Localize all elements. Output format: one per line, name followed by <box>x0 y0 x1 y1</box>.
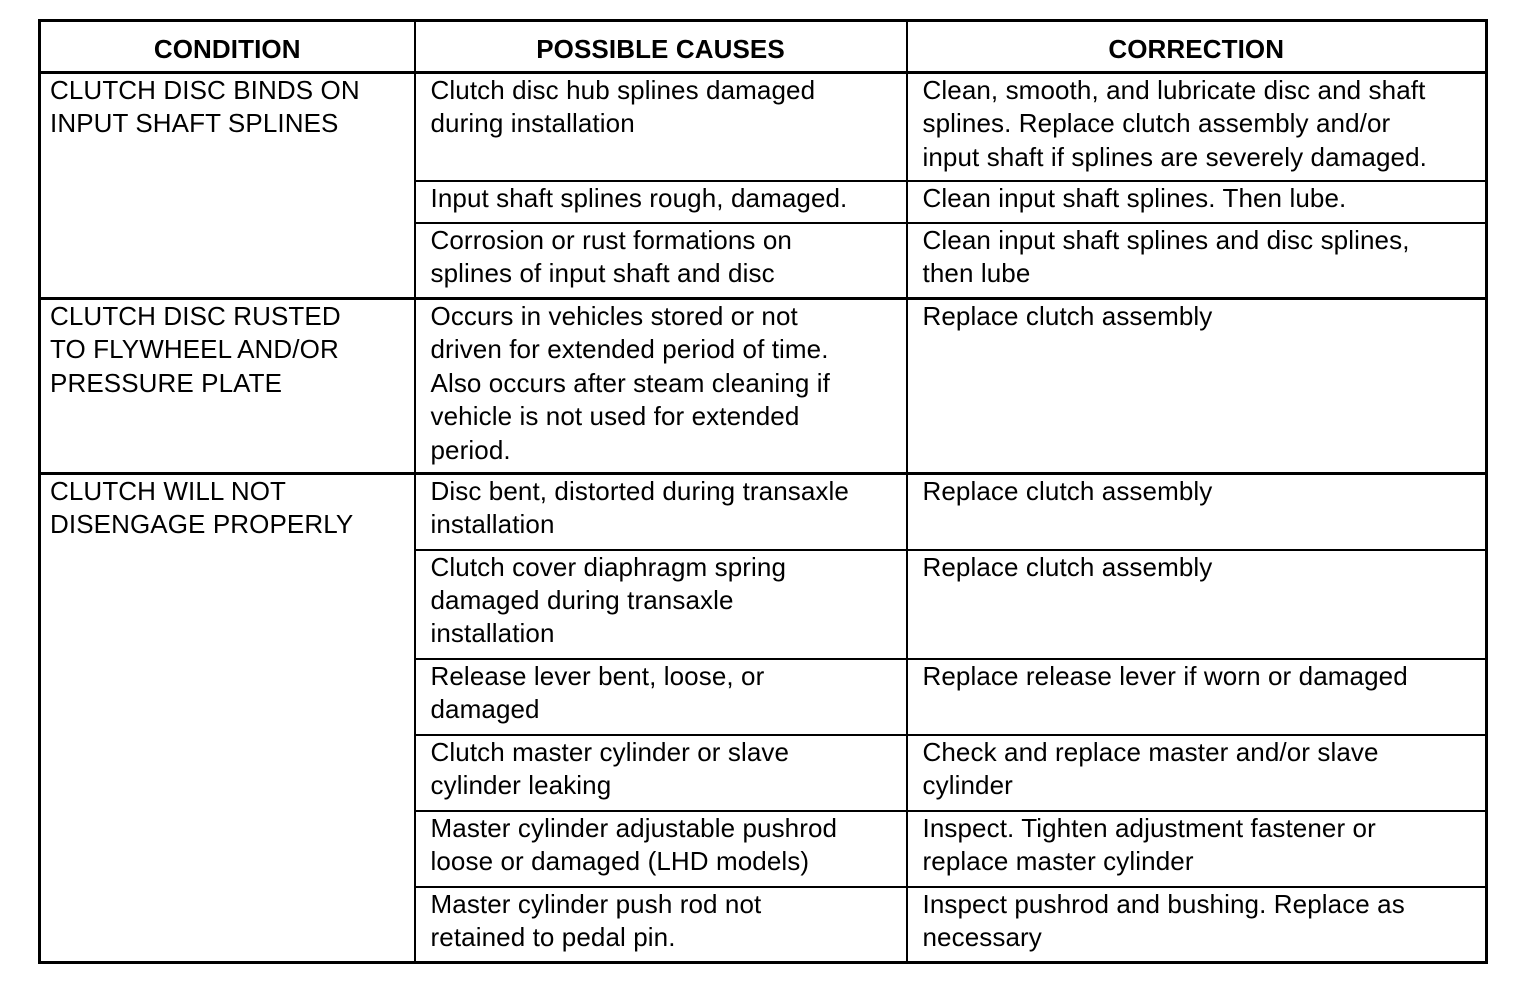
correction-line: Replace clutch assembly <box>922 476 1213 506</box>
condition-cell <box>40 73 415 299</box>
cause-cell <box>415 887 907 963</box>
table-row <box>40 299 1487 474</box>
cause-line: Clutch disc hub splines damaged <box>430 75 816 105</box>
correction-cell <box>907 299 1487 474</box>
header-possible-causes: POSSIBLE CAUSES <box>415 21 907 73</box>
correction-cell <box>907 474 1487 550</box>
condition-line: DISENGAGE PROPERLY <box>50 509 354 540</box>
correction-line: cylinder <box>922 769 1013 800</box>
cause-cell <box>415 223 907 299</box>
header-correction: CORRECTION <box>907 21 1487 73</box>
cause-line: Clutch master cylinder or slave <box>430 736 790 767</box>
cause-cell <box>415 659 907 735</box>
cause-cell <box>415 181 907 223</box>
cause-line: installation <box>430 509 555 540</box>
cause-line: damaged <box>430 693 540 724</box>
cause-cell <box>415 73 907 181</box>
correction-line: Clean, smooth, and lubricate disc and shaft <box>922 75 1426 105</box>
cause-cell <box>415 811 907 887</box>
correction-line: Check and replace master and/or slave <box>922 736 1379 767</box>
cause-line: period. <box>430 434 511 465</box>
cause-line: retained to pedal pin. <box>430 921 676 952</box>
correction-cell <box>907 223 1487 299</box>
table-row <box>40 73 1487 181</box>
condition-line: CLUTCH DISC BINDS ON <box>50 75 360 105</box>
condition-line: INPUT SHAFT SPLINES <box>50 108 339 139</box>
cause-cell <box>415 550 907 659</box>
cause-line: loose or damaged (LHD models) <box>430 845 810 876</box>
cause-cell <box>415 474 907 550</box>
condition-line: TO FLYWHEEL AND/OR <box>50 334 339 365</box>
cause-line: Master cylinder adjustable pushrod <box>430 812 838 843</box>
condition-line: PRESSURE PLATE <box>50 367 283 398</box>
correction-cell <box>907 181 1487 223</box>
cause-line: during installation <box>430 108 635 139</box>
cause-line: Corrosion or rust formations on <box>430 224 792 255</box>
correction-line: Replace clutch assembly <box>922 551 1213 582</box>
correction-line: input shaft if splines are severely damaged. <box>922 141 1427 172</box>
cause-line: cylinder leaking <box>430 769 612 800</box>
cause-line: Disc bent, distorted during transaxle <box>430 476 849 506</box>
cause-cell <box>415 735 907 811</box>
header-condition: CONDITION <box>40 21 415 73</box>
correction-line: necessary <box>922 921 1042 952</box>
diagnosis-table <box>38 19 1488 964</box>
cause-line: driven for extended period of time. <box>430 334 829 365</box>
table-row <box>40 474 1487 550</box>
correction-cell <box>907 735 1487 811</box>
correction-line: splines. Replace clutch assembly and/or <box>922 108 1391 139</box>
correction-cell <box>907 887 1487 963</box>
condition-line: CLUTCH WILL NOT <box>50 476 286 506</box>
correction-cell <box>907 659 1487 735</box>
correction-cell <box>907 73 1487 181</box>
cause-line: Master cylinder push rod not <box>430 888 762 919</box>
cause-line: Clutch cover diaphragm spring <box>430 551 787 582</box>
cause-line: splines of input shaft and disc <box>430 257 775 288</box>
cause-line: vehicle is not used for extended <box>430 401 800 432</box>
condition-cell <box>40 474 415 963</box>
correction-line: Replace clutch assembly <box>922 301 1213 331</box>
cause-line: Also occurs after steam cleaning if <box>430 367 830 398</box>
correction-line: Clean input shaft splines. Then lube. <box>922 182 1347 213</box>
cause-line: Input shaft splines rough, damaged. <box>430 182 848 213</box>
cause-line: Release lever bent, loose, or <box>430 660 765 691</box>
correction-cell <box>907 550 1487 659</box>
cause-cell <box>415 299 907 474</box>
correction-line: replace master cylinder <box>922 845 1194 876</box>
correction-line: Inspect pushrod and bushing. Replace as <box>922 888 1405 919</box>
cause-line: installation <box>430 618 555 649</box>
cause-line: Occurs in vehicles stored or not <box>430 301 798 331</box>
correction-line: Clean input shaft splines and disc splines, <box>922 224 1410 255</box>
correction-line: then lube <box>922 257 1031 288</box>
correction-line: Replace release lever if worn or damaged <box>922 660 1408 691</box>
correction-line: Inspect. Tighten adjustment fastener or <box>922 812 1376 843</box>
cause-line: damaged during transaxle <box>430 584 734 615</box>
condition-cell <box>40 299 415 474</box>
correction-cell <box>907 811 1487 887</box>
header-row <box>40 21 1487 73</box>
condition-line: CLUTCH DISC RUSTED <box>50 301 341 331</box>
